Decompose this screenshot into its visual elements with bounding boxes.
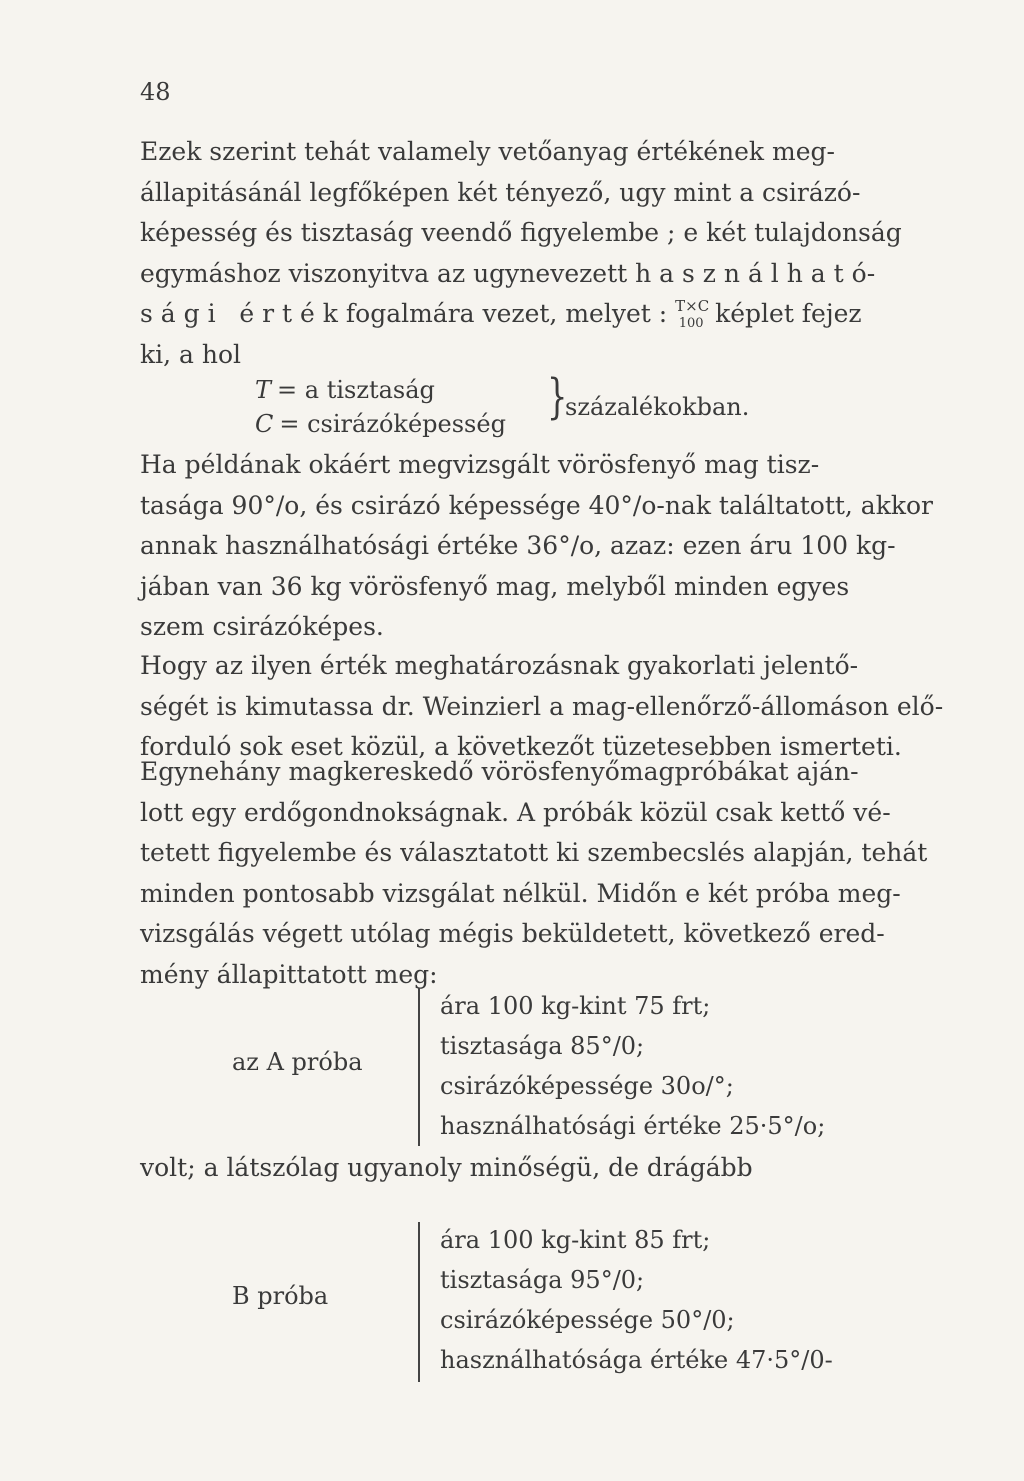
text-segment: s á g i é r t é k fogalmára vezet, melyet : — [140, 299, 668, 328]
text-line: ségét is kimutassa dr. Weinzierl a mag-ellenőrző-állomáson elő- — [140, 691, 944, 721]
text-line: tetett figyelembe és választatott ki szembecslés alapján, tehát — [140, 838, 928, 867]
text-line: jában van 36 kg vörösfenyő mag, melyből minden egyes — [140, 571, 850, 601]
definition-suffix: százalékokban. — [565, 393, 750, 421]
paragraph-transition — [140, 1148, 936, 1189]
formula-fraction — [675, 294, 710, 334]
text-line: volt; a látszólag ugyanoly minőségü, de drágább — [140, 1153, 753, 1182]
text-line-with-formula — [140, 294, 936, 335]
brace-bar-icon — [418, 988, 420, 1146]
list-item: tisztasága 95°/0; — [440, 1266, 645, 1294]
paragraph-samples — [140, 752, 936, 995]
variable-t: T — [255, 376, 272, 404]
variable-c: C — [255, 410, 274, 438]
list-item: tisztasága 85°/0; — [440, 1032, 645, 1060]
list-item: használhatósági értéke 25·5°/o; — [440, 1112, 826, 1140]
sample-b-list — [440, 1220, 833, 1380]
text-line: tasága 90°/o, és csirázó képessége 40°/o-nak találtatott, akkor — [140, 490, 934, 520]
text-line: ki, a hol — [140, 339, 242, 369]
text-line: szem csirázóképes. — [140, 612, 384, 641]
sample-b-label: B próba — [232, 1282, 329, 1310]
sample-a-list — [440, 986, 825, 1146]
text-line: állapitásánál legfőképen két tényező, ugy mint a csirázó- — [140, 177, 861, 207]
text-line: minden pontosabb vizsgálat nélkül. Midőn e két próba meg- — [140, 878, 901, 908]
list-item: használhatósága értéke 47·5°/0- — [440, 1346, 833, 1374]
text-line: vizsgálás végett utólag mégis beküldetett, következő ered- — [140, 919, 885, 948]
text-line: mény állapittatott meg: — [140, 959, 438, 989]
definition-text: = csirázóképesség — [279, 410, 506, 438]
list-item: csirázóképessége 50°/0; — [440, 1306, 735, 1334]
definition-text: = a tisztaság — [277, 376, 435, 404]
text-line: Egynehány magkereskedő vörösfenyőmagpróbákat aján- — [140, 757, 859, 786]
paragraph-weinzierl — [140, 646, 944, 768]
text-segment: képlet fejez — [715, 299, 862, 328]
text-line: Ezek szerint tehát valamely vetőanyag értékének meg- — [140, 137, 835, 166]
text-line: forduló sok eset közül, a következőt tüzetesebben ismerteti. — [140, 732, 902, 761]
text-line: képesség és tisztaság veendő figyelembe ; e két tulajdonság — [140, 218, 902, 247]
sample-a-label: az A próba — [232, 1048, 363, 1076]
text-line: Hogy az ilyen érték meghatározásnak gyakorlati jelentő- — [140, 651, 859, 680]
formula-denominator: 100 — [678, 316, 704, 331]
list-item: ára 100 kg-kint 85 frt; — [440, 1226, 711, 1254]
text-line: annak használhatósági értéke 36°/o, azaz: ezen áru 100 kg- — [140, 531, 896, 560]
list-item: ára 100 kg-kint 75 frt; — [440, 992, 711, 1020]
formula-numerator: T×C — [675, 297, 710, 315]
sample-a-block — [232, 986, 952, 1156]
brace-bar-icon — [418, 1222, 420, 1382]
text-line: Ha példának okáért megvizsgált vörösfenyő mag tisz- — [140, 450, 820, 479]
paragraph-example — [140, 445, 936, 648]
paragraph-intro — [140, 132, 936, 375]
brace-icon: } — [547, 367, 568, 425]
text-line: egymáshoz viszonyitva az ugynevezett h a s z n á l h a t ó- — [140, 258, 876, 288]
page-number: 48 — [140, 78, 171, 106]
sample-b-block — [232, 1220, 952, 1390]
definitions — [255, 367, 750, 441]
definition-c — [255, 407, 506, 441]
list-item: csirázóképessége 30o/°; — [440, 1072, 734, 1100]
definition-t — [255, 373, 506, 407]
text-line: lott egy erdőgondnokságnak. A próbák közül csak kettő vé- — [140, 797, 891, 827]
